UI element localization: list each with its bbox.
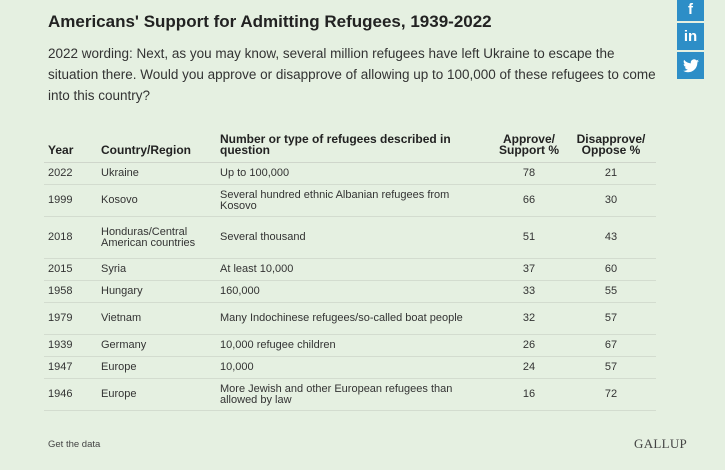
disapprove-cell: 21 (566, 163, 656, 185)
country-cell: Vietnam (97, 303, 216, 335)
header-approve: Approve/ Support % (492, 134, 566, 163)
disapprove-cell: 43 (566, 217, 656, 259)
refugee-type-cell: Up to 100,000 (216, 163, 492, 185)
refugee-type-cell: Several hundred ethnic Albanian refugees from Kosovo (216, 185, 492, 217)
refugee-type-cell: At least 10,000 (216, 259, 492, 281)
header-refugee-type: Number or type of refugees described in question (216, 134, 492, 163)
refugee-type-cell: Several thousand (216, 217, 492, 259)
year-cell: 1946 (44, 379, 97, 411)
year-cell: 1939 (44, 335, 97, 357)
header-country: Country/Region (97, 134, 216, 163)
approve-cell: 24 (492, 357, 566, 379)
disapprove-cell: 72 (566, 379, 656, 411)
disapprove-cell: 30 (566, 185, 656, 217)
country-cell: Ukraine (97, 163, 216, 185)
get-data-link[interactable]: Get the data (48, 439, 101, 450)
table-row (44, 163, 656, 185)
country-cell: Kosovo (97, 185, 216, 217)
refugee-type-cell: 10,000 refugee children (216, 335, 492, 357)
table-row (44, 185, 656, 217)
table-row (44, 357, 656, 379)
refugee-type-cell: 10,000 (216, 357, 492, 379)
country-cell: Syria (97, 259, 216, 281)
year-cell: 2018 (44, 217, 97, 259)
chart-title: Americans' Support for Admitting Refugees, 1939-2022 (48, 12, 492, 31)
year-cell: 1979 (44, 303, 97, 335)
social-share-bar (677, 0, 704, 81)
table-row (44, 379, 656, 411)
disapprove-cell: 57 (566, 357, 656, 379)
header-year: Year (44, 134, 97, 163)
country-cell: Germany (97, 335, 216, 357)
table-header-row (44, 134, 656, 163)
country-cell: Europe (97, 379, 216, 411)
year-cell: 1999 (44, 185, 97, 217)
country-cell: Honduras/Central American countries (97, 217, 216, 259)
table-row (44, 259, 656, 281)
disapprove-cell: 67 (566, 335, 656, 357)
approve-cell: 16 (492, 379, 566, 411)
approve-cell: 78 (492, 163, 566, 185)
refugee-support-table (44, 134, 656, 411)
disapprove-cell: 57 (566, 303, 656, 335)
linkedin-icon[interactable]: in (677, 23, 704, 50)
year-cell: 2022 (44, 163, 97, 185)
gallup-logo: GALLUP (634, 436, 688, 451)
approve-cell: 32 (492, 303, 566, 335)
year-cell: 1947 (44, 357, 97, 379)
country-cell: Europe (97, 357, 216, 379)
approve-cell: 51 (492, 217, 566, 259)
approve-cell: 37 (492, 259, 566, 281)
country-cell: Hungary (97, 281, 216, 303)
refugee-type-cell: More Jewish and other European refugees than allowed by law (216, 379, 492, 411)
question-wording: 2022 wording: Next, as you may know, several million refugees have left Ukraine to escape the situation there. Would you approve or disapprove of allowing up to 100,000 of these refugees to come into this country? (48, 46, 656, 103)
header-disapprove: Disapprove/ Oppose % (566, 134, 656, 163)
disapprove-cell: 60 (566, 259, 656, 281)
twitter-icon[interactable] (677, 52, 704, 79)
year-cell: 1958 (44, 281, 97, 303)
approve-cell: 33 (492, 281, 566, 303)
approve-cell: 26 (492, 335, 566, 357)
disapprove-cell: 55 (566, 281, 656, 303)
table-row (44, 335, 656, 357)
refugee-type-cell: Many Indochinese refugees/so-called boat people (216, 303, 492, 335)
facebook-icon[interactable]: f (677, 0, 704, 21)
table-row (44, 303, 656, 335)
table-row (44, 281, 656, 303)
refugee-type-cell: 160,000 (216, 281, 492, 303)
year-cell: 2015 (44, 259, 97, 281)
approve-cell: 66 (492, 185, 566, 217)
table-row (44, 217, 656, 259)
